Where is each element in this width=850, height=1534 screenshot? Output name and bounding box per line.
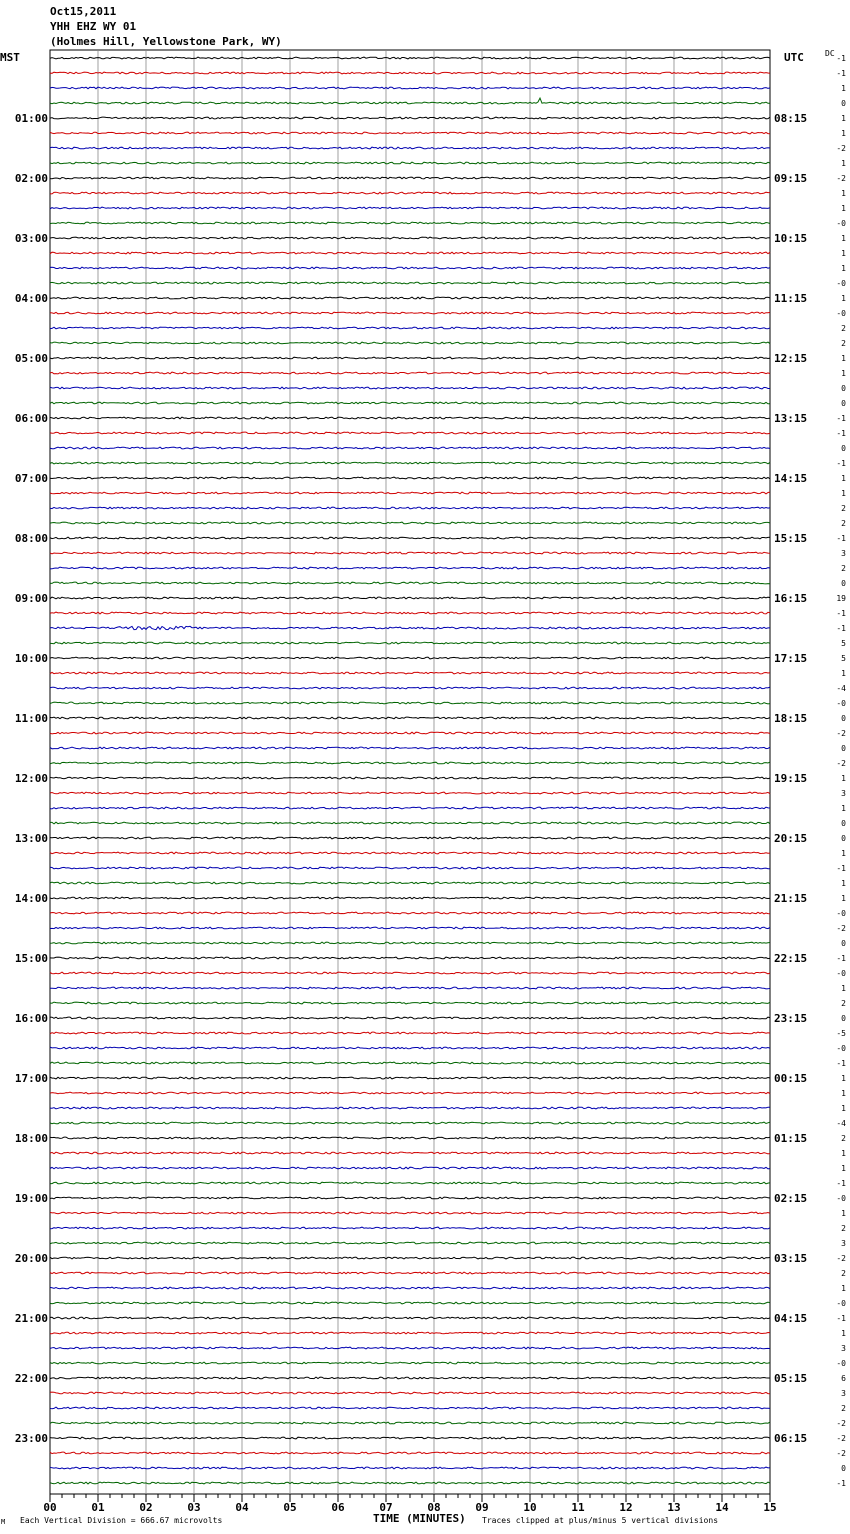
seismic-trace <box>50 687 770 689</box>
x-tick-label: 08 <box>427 1501 441 1514</box>
dc-offset-label: 2 <box>841 1134 846 1143</box>
dc-offset-label: 0 <box>841 819 846 828</box>
dc-offset-label: 0 <box>841 579 846 588</box>
dc-offset-label: 1 <box>841 879 846 888</box>
seismic-trace <box>50 612 770 614</box>
dc-header-label: DC <box>825 49 835 58</box>
dc-offset-label: -0 <box>836 1299 846 1308</box>
dc-offset-label: -0 <box>836 219 846 228</box>
dc-offset-label: 2 <box>841 504 846 513</box>
dc-offset-label: -1 <box>836 1314 846 1323</box>
seismic-trace <box>50 1017 770 1019</box>
right-hour-label: 15:15 <box>774 532 808 545</box>
seismic-trace <box>50 942 770 944</box>
seismic-trace <box>50 732 770 734</box>
dc-offset-label: -1 <box>836 864 846 873</box>
seismic-trace <box>50 567 770 569</box>
right-hour-label: 06:15 <box>774 1432 808 1445</box>
dc-offset-label: 1 <box>841 129 846 138</box>
dc-offset-label: 1 <box>841 1284 846 1293</box>
seismic-trace <box>50 717 770 719</box>
seismic-trace <box>50 1302 770 1304</box>
seismic-trace <box>50 267 770 269</box>
left-hour-label: 08:00 <box>14 532 48 545</box>
dc-offset-label: 0 <box>841 399 846 408</box>
dc-offset-label: -1 <box>836 429 846 438</box>
right-timezone-label: UTC <box>784 51 804 64</box>
dc-offset-label: -1 <box>836 624 846 633</box>
right-hour-label: 09:15 <box>774 172 808 185</box>
seismic-trace <box>50 882 770 884</box>
dc-offset-label: -1 <box>836 609 846 618</box>
dc-offset-label: -2 <box>836 759 846 768</box>
seismic-trace <box>50 57 770 59</box>
dc-offset-label: -2 <box>836 1449 846 1458</box>
x-tick-label: 14 <box>715 1501 729 1514</box>
right-hour-label: 04:15 <box>774 1312 808 1325</box>
x-axis-title: TIME (MINUTES) <box>373 1512 466 1525</box>
seismic-trace <box>50 1152 770 1154</box>
dc-offset-label: 0 <box>841 939 846 948</box>
dc-offset-label: 1 <box>841 84 846 93</box>
seismic-trace <box>50 1032 770 1034</box>
seismic-trace <box>50 1212 770 1214</box>
seismic-trace <box>50 342 770 344</box>
left-hour-label: 18:00 <box>14 1132 48 1145</box>
dc-offset-label: -1 <box>836 1059 846 1068</box>
dc-offset-label: -5 <box>836 1029 846 1038</box>
dc-offset-label: -1 <box>836 534 846 543</box>
right-hour-label: 16:15 <box>774 592 808 605</box>
seismic-trace <box>50 867 770 869</box>
dc-offset-label: -1 <box>836 414 846 423</box>
seismic-trace <box>50 507 770 509</box>
dc-offset-label: 1 <box>841 204 846 213</box>
dc-offset-label: 2 <box>841 1224 846 1233</box>
right-hour-label: 08:15 <box>774 112 808 125</box>
seismic-trace <box>50 1392 770 1394</box>
x-tick-label: 07 <box>379 1501 393 1514</box>
seismic-trace <box>50 98 770 104</box>
dc-offset-label: -4 <box>836 1119 846 1128</box>
dc-offset-label: 0 <box>841 444 846 453</box>
left-hour-label: 17:00 <box>14 1072 48 1085</box>
dc-offset-label: 19 <box>836 594 846 603</box>
dc-offset-label: 1 <box>841 294 846 303</box>
dc-offset-label: -2 <box>836 1434 846 1443</box>
dc-offset-label: 1 <box>841 849 846 858</box>
dc-offset-label: 3 <box>841 1389 846 1398</box>
seismic-trace <box>50 1077 770 1079</box>
dc-offset-label: 3 <box>841 1344 846 1353</box>
dc-offset-label: 1 <box>841 369 846 378</box>
seismic-trace <box>50 552 770 554</box>
seismic-trace <box>50 252 770 254</box>
seismic-trace <box>50 192 770 194</box>
seismic-trace <box>50 327 770 329</box>
left-hour-label: 07:00 <box>14 472 48 485</box>
x-tick-label: 15 <box>763 1501 777 1514</box>
seismic-trace <box>50 1107 770 1109</box>
seismic-trace <box>50 1002 770 1004</box>
dc-offset-label: -1 <box>836 1479 846 1488</box>
seismic-trace <box>50 672 770 674</box>
left-hour-label: 12:00 <box>14 772 48 785</box>
seismic-trace <box>50 1062 770 1064</box>
seismic-trace <box>50 747 770 749</box>
dc-offset-label: -0 <box>836 1044 846 1053</box>
dc-offset-label: -1 <box>836 1179 846 1188</box>
seismic-trace <box>50 537 770 539</box>
dc-offset-label: -1 <box>836 954 846 963</box>
right-hour-label: 17:15 <box>774 652 808 665</box>
dc-offset-label: 2 <box>841 324 846 333</box>
dc-offset-label: 1 <box>841 234 846 243</box>
seismic-trace <box>50 1197 770 1199</box>
seismic-trace <box>50 1092 770 1094</box>
dc-offset-label: 0 <box>841 1014 846 1023</box>
seismic-trace <box>50 762 770 764</box>
dc-offset-label: 1 <box>841 774 846 783</box>
x-tick-label: 03 <box>187 1501 201 1514</box>
right-hour-label: 22:15 <box>774 952 808 965</box>
seismic-trace <box>50 777 770 779</box>
dc-offset-label: 1 <box>841 1104 846 1113</box>
seismic-trace <box>50 372 770 374</box>
dc-offset-label: -2 <box>836 1419 846 1428</box>
left-hour-label: 22:00 <box>14 1372 48 1385</box>
seismic-trace <box>50 1467 770 1469</box>
seismic-trace <box>50 1257 770 1259</box>
dc-offset-label: 3 <box>841 1239 846 1248</box>
dc-offset-label: -0 <box>836 1194 846 1203</box>
seismic-trace <box>50 1347 770 1349</box>
seismic-trace <box>50 597 770 599</box>
seismic-trace <box>50 1272 770 1274</box>
dc-offset-label: 1 <box>841 669 846 678</box>
right-hour-label: 02:15 <box>774 1192 808 1205</box>
seismic-trace <box>50 117 770 119</box>
seismic-trace <box>50 912 770 914</box>
seismic-trace <box>50 1362 770 1364</box>
seismic-trace <box>50 522 770 524</box>
seismic-trace <box>50 1137 770 1139</box>
dc-offset-label: -0 <box>836 309 846 318</box>
left-hour-label: 06:00 <box>14 412 48 425</box>
seismic-trace <box>50 837 770 839</box>
seismic-trace <box>50 417 770 419</box>
dc-offset-label: 1 <box>841 1149 846 1158</box>
dc-offset-label: 2 <box>841 339 846 348</box>
left-timezone-label: MST <box>0 51 20 64</box>
x-tick-label: 10 <box>523 1501 537 1514</box>
dc-offset-label: 1 <box>841 489 846 498</box>
seismic-trace <box>50 282 770 284</box>
dc-offset-label: -2 <box>836 144 846 153</box>
right-hour-label: 12:15 <box>774 352 808 365</box>
left-hour-label: 11:00 <box>14 712 48 725</box>
right-hour-label: 03:15 <box>774 1252 808 1265</box>
seismic-trace <box>50 1422 770 1424</box>
footer-clip: Traces clipped at plus/minus 5 vertical divisions <box>482 1516 719 1525</box>
x-tick-label: 09 <box>475 1501 489 1514</box>
seismic-trace <box>50 1377 770 1379</box>
dc-offset-label: -1 <box>836 69 846 78</box>
right-hour-label: 11:15 <box>774 292 808 305</box>
dc-offset-label: -0 <box>836 1359 846 1368</box>
header-date: Oct15,2011 <box>50 5 117 18</box>
seismic-trace <box>50 312 770 314</box>
left-hour-label: 04:00 <box>14 292 48 305</box>
dc-offset-label: 3 <box>841 549 846 558</box>
x-tick-label: 05 <box>283 1501 297 1514</box>
plot-frame <box>50 50 770 1494</box>
dc-offset-label: 0 <box>841 744 846 753</box>
x-tick-label: 13 <box>667 1501 681 1514</box>
seismic-trace <box>50 626 770 629</box>
dc-offset-label: 1 <box>841 114 846 123</box>
seismic-trace <box>50 792 770 794</box>
seismic-trace <box>50 702 770 704</box>
x-tick-label: 06 <box>331 1501 345 1514</box>
dc-offset-label: 1 <box>841 354 846 363</box>
dc-offset-label: 1 <box>841 189 846 198</box>
left-hour-label: 19:00 <box>14 1192 48 1205</box>
right-hour-label: 20:15 <box>774 832 808 845</box>
x-tick-label: 11 <box>571 1501 585 1514</box>
footer-scale: Each Vertical Division = 666.67 microvolts <box>20 1516 223 1525</box>
dc-offset-label: 1 <box>841 264 846 273</box>
dc-offset-label: -2 <box>836 174 846 183</box>
left-hour-label: 13:00 <box>14 832 48 845</box>
dc-offset-label: 1 <box>841 159 846 168</box>
dc-offset-label: 5 <box>841 639 846 648</box>
dc-offset-label: 3 <box>841 789 846 798</box>
seismic-trace <box>50 207 770 209</box>
seismic-trace <box>50 582 770 584</box>
right-hour-label: 14:15 <box>774 472 808 485</box>
seismic-trace <box>50 1167 770 1169</box>
left-hour-label: 20:00 <box>14 1252 48 1265</box>
dc-offset-label: -0 <box>836 909 846 918</box>
seismic-trace <box>50 987 770 989</box>
seismic-trace <box>50 852 770 854</box>
right-hour-label: 13:15 <box>774 412 808 425</box>
x-tick-label: 04 <box>235 1501 249 1514</box>
dc-offset-label: -2 <box>836 1254 846 1263</box>
dc-offset-label: 1 <box>841 474 846 483</box>
left-hour-label: 23:00 <box>14 1432 48 1445</box>
seismic-trace <box>50 402 770 404</box>
seismic-trace <box>50 492 770 494</box>
dc-offset-label: -0 <box>836 969 846 978</box>
seismic-trace <box>50 1332 770 1334</box>
dc-offset-label: 1 <box>841 1074 846 1083</box>
seismic-trace <box>50 432 770 434</box>
seismic-trace <box>50 147 770 149</box>
dc-offset-label: 2 <box>841 519 846 528</box>
seismic-trace <box>50 237 770 239</box>
dc-offset-label: -1 <box>836 54 846 63</box>
dc-offset-label: 2 <box>841 1269 846 1278</box>
left-hour-label: 14:00 <box>14 892 48 905</box>
seismic-trace <box>50 1227 770 1229</box>
right-hour-label: 21:15 <box>774 892 808 905</box>
seismic-trace <box>50 477 770 479</box>
seismic-trace <box>50 927 770 929</box>
dc-offset-label: -1 <box>836 459 846 468</box>
right-hour-label: 18:15 <box>774 712 808 725</box>
dc-offset-label: -0 <box>836 699 846 708</box>
seismic-trace <box>50 972 770 974</box>
left-hour-label: 03:00 <box>14 232 48 245</box>
x-tick-label: 02 <box>139 1501 153 1514</box>
seismic-trace <box>50 1047 770 1049</box>
x-tick-label: 12 <box>619 1501 633 1514</box>
seismic-trace <box>50 822 770 824</box>
dc-offset-label: 2 <box>841 999 846 1008</box>
seismic-trace <box>50 642 770 644</box>
seismic-trace <box>50 462 770 464</box>
seismic-trace <box>50 1407 770 1409</box>
seismic-trace <box>50 387 770 389</box>
dc-offset-label: 0 <box>841 384 846 393</box>
left-hour-label: 01:00 <box>14 112 48 125</box>
seismic-trace <box>50 222 770 224</box>
left-hour-label: 10:00 <box>14 652 48 665</box>
dc-offset-label: 1 <box>841 894 846 903</box>
seismic-trace <box>50 807 770 809</box>
left-hour-label: 15:00 <box>14 952 48 965</box>
seismic-trace <box>50 1452 770 1454</box>
seismic-trace <box>50 1437 770 1439</box>
dc-offset-label: 0 <box>841 1464 846 1473</box>
seismic-trace <box>50 177 770 179</box>
seismic-trace <box>50 1182 770 1184</box>
right-hour-label: 05:15 <box>774 1372 808 1385</box>
seismic-trace <box>50 1122 770 1124</box>
footer-mark: M <box>1 1518 6 1526</box>
seismic-trace <box>50 897 770 899</box>
dc-offset-label: 1 <box>841 804 846 813</box>
seismic-trace <box>50 1287 770 1289</box>
x-tick-label: 00 <box>43 1501 57 1514</box>
dc-offset-label: 1 <box>841 984 846 993</box>
left-hour-label: 21:00 <box>14 1312 48 1325</box>
right-hour-label: 23:15 <box>774 1012 808 1025</box>
x-tick-label: 01 <box>91 1501 105 1514</box>
seismic-trace <box>50 162 770 164</box>
right-hour-label: 19:15 <box>774 772 808 785</box>
left-hour-label: 02:00 <box>14 172 48 185</box>
dc-offset-label: -2 <box>836 729 846 738</box>
dc-offset-label: 1 <box>841 1329 846 1338</box>
right-hour-label: 10:15 <box>774 232 808 245</box>
seismic-trace <box>50 447 770 449</box>
dc-offset-label: 6 <box>841 1374 846 1383</box>
left-hour-label: 05:00 <box>14 352 48 365</box>
dc-offset-label: -2 <box>836 924 846 933</box>
dc-offset-label: 5 <box>841 654 846 663</box>
seismic-trace <box>50 72 770 74</box>
seismic-trace <box>50 132 770 134</box>
seismic-trace <box>50 657 770 659</box>
seismic-trace <box>50 957 770 959</box>
dc-offset-label: 1 <box>841 1089 846 1098</box>
header-location: (Holmes Hill, Yellowstone Park, WY) <box>50 35 282 48</box>
seismic-trace <box>50 357 770 359</box>
dc-offset-label: 1 <box>841 1164 846 1173</box>
seismic-trace <box>50 297 770 299</box>
left-hour-label: 09:00 <box>14 592 48 605</box>
dc-offset-label: 2 <box>841 564 846 573</box>
header-station: YHH EHZ WY 01 <box>50 20 137 33</box>
left-hour-label: 16:00 <box>14 1012 48 1025</box>
right-hour-label: 00:15 <box>774 1072 808 1085</box>
dc-offset-label: 1 <box>841 1209 846 1218</box>
seismic-trace <box>50 1482 770 1484</box>
seismic-trace <box>50 1317 770 1319</box>
dc-offset-label: -4 <box>836 684 846 693</box>
dc-offset-label: 0 <box>841 714 846 723</box>
right-hour-label: 01:15 <box>774 1132 808 1145</box>
dc-offset-label: 0 <box>841 834 846 843</box>
dc-offset-label: -0 <box>836 279 846 288</box>
seismic-trace <box>50 87 770 89</box>
seismic-trace <box>50 1242 770 1244</box>
dc-offset-label: 2 <box>841 1404 846 1413</box>
dc-offset-label: 0 <box>841 99 846 108</box>
dc-offset-label: 1 <box>841 249 846 258</box>
